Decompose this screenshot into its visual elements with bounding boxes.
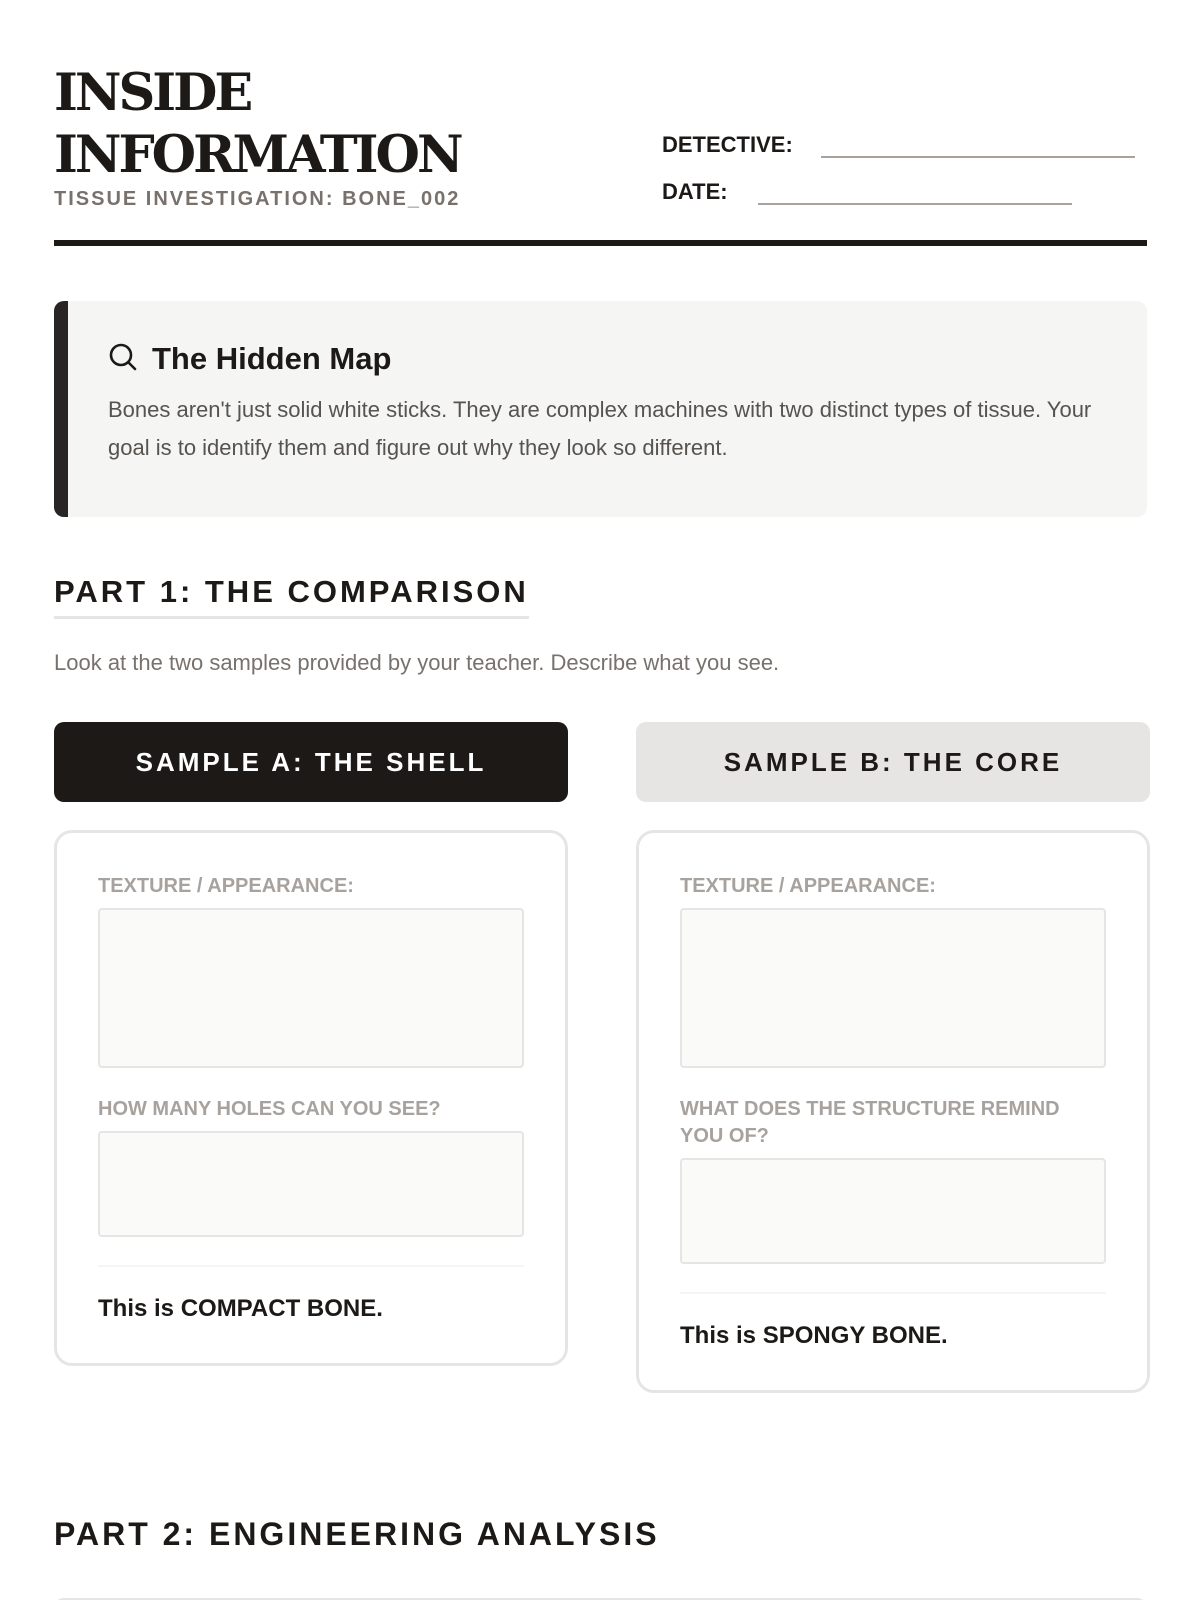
detective-label: DETECTIVE: bbox=[662, 132, 793, 157]
intro-body: Bones aren't just solid white sticks. They are complex machines with two distinct types of tissue. Your goal is to identify them and figure out why they look so different. bbox=[108, 397, 1092, 460]
worksheet-subtitle: TISSUE INVESTIGATION: BONE_002 bbox=[54, 188, 461, 210]
sample-b-texture-label: TEXTURE / APPEARANCE: bbox=[680, 875, 936, 897]
search-icon bbox=[108, 342, 138, 377]
date-row bbox=[662, 179, 1072, 205]
part2-heading: PART 2: ENGINEERING ANALYSIS bbox=[54, 1516, 660, 1552]
sample-a-texture-label: TEXTURE / APPEARANCE: bbox=[98, 875, 354, 897]
sample-a-conclusion: This is COMPACT BONE. bbox=[98, 1295, 383, 1322]
sample-a-tab: SAMPLE A: THE SHELL bbox=[54, 722, 568, 802]
sample-a-holes-label: HOW MANY HOLES CAN YOU SEE? bbox=[98, 1098, 441, 1120]
sample-a-divider bbox=[98, 1265, 524, 1267]
header-divider bbox=[54, 240, 1147, 246]
intro-heading bbox=[108, 341, 1109, 377]
sample-a-holes-field[interactable] bbox=[98, 1131, 524, 1237]
worksheet-title bbox=[54, 62, 1147, 186]
title-line-2: INFORMATION bbox=[54, 125, 461, 185]
sample-b-divider bbox=[680, 1292, 1106, 1294]
part1-description: Look at the two samples provided by your teacher. Describe what you see. bbox=[54, 650, 780, 675]
intro-title: The Hidden Map bbox=[152, 341, 392, 376]
sample-b-conclusion: This is SPONGY BONE. bbox=[680, 1322, 948, 1349]
worksheet-header bbox=[54, 62, 1147, 248]
part1-heading: PART 1: THE COMPARISON bbox=[54, 574, 529, 619]
sample-b-tab: SAMPLE B: THE CORE bbox=[636, 722, 1150, 802]
intro-callout bbox=[54, 301, 1147, 517]
sample-a-texture-field[interactable] bbox=[98, 908, 524, 1068]
date-field[interactable] bbox=[758, 181, 1072, 205]
detective-row bbox=[662, 132, 1135, 158]
detective-field[interactable] bbox=[821, 134, 1135, 158]
sample-b-structure-label: WHAT DOES THE STRUCTURE REMIND YOU OF? bbox=[680, 1098, 1060, 1147]
sample-a-card bbox=[54, 830, 568, 1366]
sample-b-texture-field[interactable] bbox=[680, 908, 1106, 1068]
title-line-1: INSIDE bbox=[54, 63, 251, 123]
date-label: DATE: bbox=[662, 179, 728, 204]
sample-b-card bbox=[636, 830, 1150, 1393]
sample-b-structure-field[interactable] bbox=[680, 1158, 1106, 1264]
